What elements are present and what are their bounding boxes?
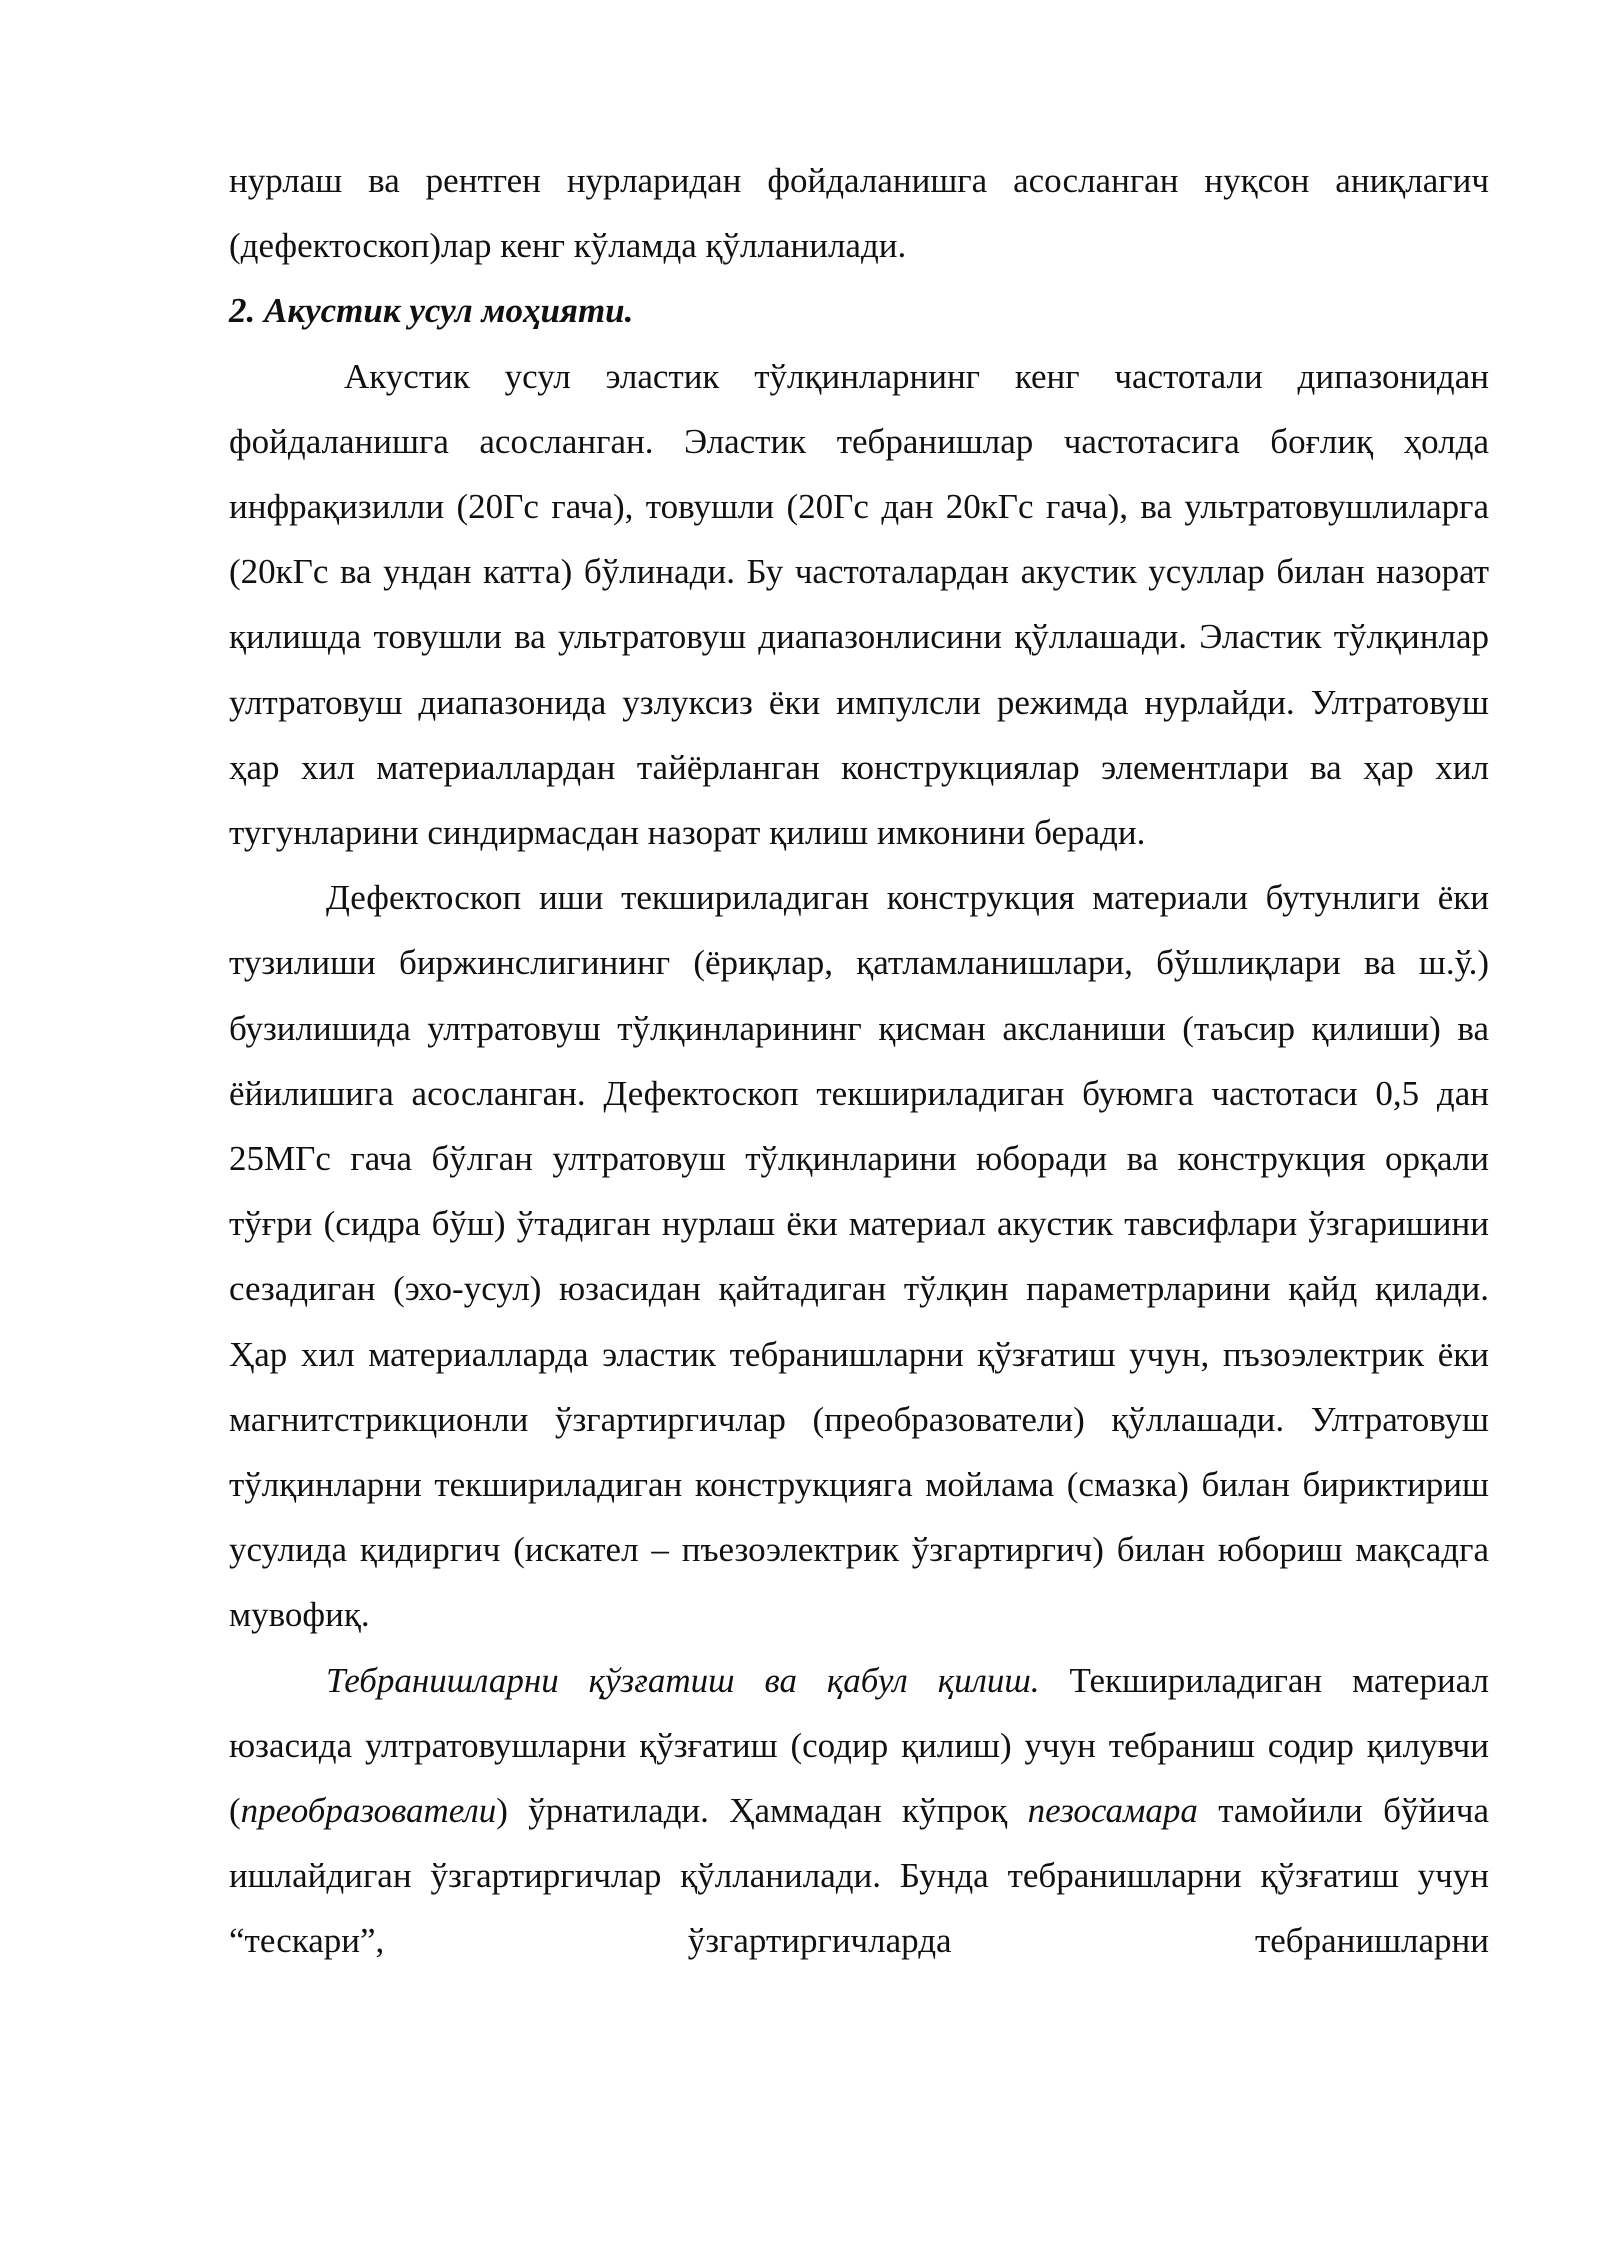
document-page <box>229 148 1489 1974</box>
paragraph-text-e: тамойили бўйича ишлайдиган ўзгартиргичлар қўлланилади. Бунда тебранишларни қўзғатиш учун “тескари”, ўзгартиргичларда тебранишларни <box>229 1791 1490 1961</box>
paragraph-vibration-excitation <box>229 1648 1489 1974</box>
paragraph-italic-term-2: пезосамара <box>1027 1791 1198 1831</box>
paragraph-text-c: ) ўрнатилади. Ҳаммадан кўпроқ <box>496 1791 1028 1831</box>
paragraph-lead-italic: Тебранишларни қўзғатиш ва қабул қилиш. <box>326 1660 1040 1700</box>
paragraph-intro: нурлаш ва рентген нурларидан фойдаланишга асосланган нуқсон аниқлагич (дефектоскоп)лар кенг кўламда қўлланилади. <box>229 161 1489 266</box>
paragraph-text-a: Текшириладиган материал юзасида ултратовушларни қўзғатиш (содир қилиш) учун тебраниш содир қилувчи ( <box>229 1660 1489 1831</box>
section-heading: 2. Акустик усул моҳияти. <box>229 291 634 331</box>
paragraph-acoustic-method: Акустик усул эластик тўлқинларнинг кенг частотали дипазонидан фойдаланишга асосланган. Эластик тебранишлар частотасига боғлиқ ҳолда инфрақизилли (20Гс гача), товушли (20Гс дан 20кГс гача), ва ультратовушлиларга (20кГс ва ундан катта) бўлинади. Бу частоталардан акустик усуллар билан назорат қилишда товушли ва ультратовуш диапазонлисини қўллашади. Эластик тўлқинлар ултратовуш диапазонида узлуксиз ёки импулсли режимда нурлайди. Ултратовуш ҳар хил материаллардан тайёрланган конструкциялар элементлари ва ҳар хил тугунларини синдирмасдан назорат қилиш имконини беради. <box>229 356 1489 853</box>
paragraph-italic-term-1: преобразователи <box>240 1791 497 1831</box>
paragraph-defectoscope: Дефектоскоп иши текшириладиган конструкция материали бутунлиги ёки тузилиши биржинслигининг (ёриқлар, қатламланишлари, бўшлиқлари ва ш.ў.) бузилишида ултратовуш тўлқинларининг қисман аксланиши (таъсир қилиши) ва ёйилишига асосланган. Дефектоскоп текшириладиган буюмга частотаси 0,5 дан 25МГс гача бўлган ултратовуш тўлқинларини юборади ва конструкция орқали тўғри (сидра бўш) ўтадиган нурлаш ёки материал акустик тавсифлари ўзгаришини сезадиган (эхо-усул) юзасидан қайтадиган тўлқин параметрларини қайд қилади. Ҳар хил материалларда эластик тебранишларни қўзғатиш учун, пъзоэлектрик ёки магнитстрикционли ўзгартиргичлар (преобразователи) қўллашади. Ултратовуш тўлқинларни текшириладиган конструкцияга мойлама (смазка) билан бириктириш усулида қидиргич (искател – пъезоэлектрик ўзгартиргич) билан юбориш мақсадга мувофиқ. <box>229 878 1489 1635</box>
